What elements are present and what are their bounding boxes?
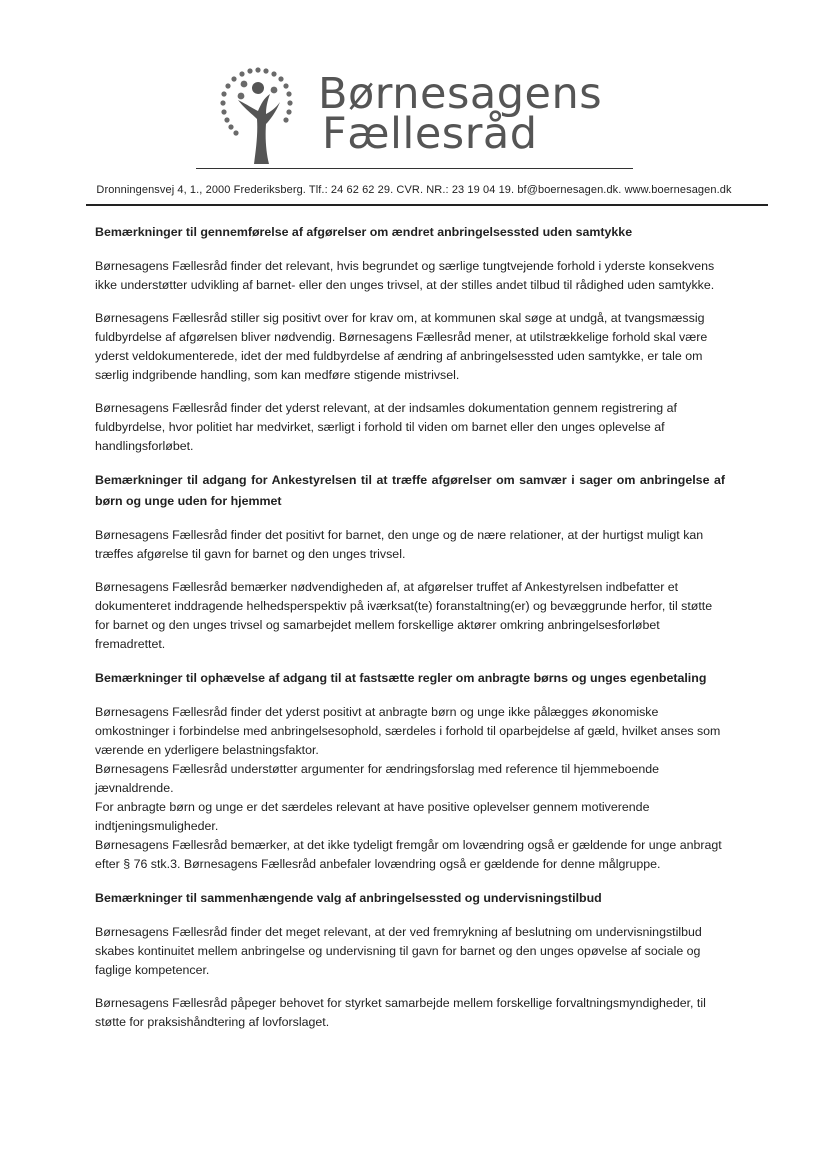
address-line: Dronningensvej 4, 1., 2000 Frederiksberg. Tlf.: 24 62 62 29. CVR. NR.: 23 19 04 19. bf@boernesagen.dk. www.boernesagen.dk [96, 184, 732, 196]
paragraph: Børnesagens Fællesråd finder det positivt for barnet, den unge og de nære relationer, at der hurtigst muligt kan træffes afgørelse til gavn for barnet og den unges trivsel. [95, 528, 704, 561]
paragraph: Børnesagens Fællesråd bemærker, at det ikke tydeligt fremgår om lovændring også er gældende for unge anbragt efter § 76 stk.3. Børnesagens Fællesråd anbefaler lovændring også er gældende for denne målgruppe. [95, 838, 722, 871]
section-heading: Bemærkninger til ophævelse af adgang til at fastsætte regler om anbragte børns og unges egenbetaling [95, 671, 707, 685]
logo-wordmark [318, 69, 603, 159]
section-heading: Bemærkninger til sammenhængende valg af anbringelsessted og undervisningstilbud [95, 891, 602, 905]
paragraph: Børnesagens Fællesråd finder det meget relevant, at der ved fremrykning af beslutning om undervisningstilbud skabes kontinuitet mellem anbringelse og undervisning til gavn for barnet og den unges opøvelse af sociale og faglige kompetencer. [95, 925, 702, 977]
logo-underline [196, 168, 633, 169]
paragraph: Børnesagens Fællesråd understøtter argumenter for ændringsforslag med reference til hjemmeboende jævnaldrende. [95, 762, 660, 795]
paragraph: Børnesagens Fællesråd finder det relevant, hvis begrundet og særlige tungtvejende forhold i yderste konsekvens ikke understøtter udvikling af barnet- eller den unges trivsel, at der stilles andet tilbud til rådighed uden samtykke. [95, 259, 715, 292]
paragraph: Børnesagens Fællesråd finder det yderst relevant, at der indsamles dokumentation gennem registrering af fuldbyrdelse, hvor politiet har medvirket, særligt i forhold til viden om barnet eller den unges oplevelse af handlingsforløbet. [95, 401, 677, 453]
section-heading: Bemærkninger til adgang for Ankestyrelsen til at træffe afgørelser om samvær i sager om anbringelse af børn og unge uden for hjemmet [95, 473, 725, 508]
section-heading: Bemærkninger til gennemførelse af afgørelser om ændret anbringelsessted uden samtykke [95, 225, 633, 239]
logo [214, 60, 634, 170]
paragraph: Børnesagens Fællesråd påpeger behovet for styrket samarbejde mellem forskellige forvaltningsmyndigheder, til støtte for praksishåndtering af lovforslaget. [95, 996, 706, 1029]
paragraph: Børnesagens Fællesråd finder det yderst positivt at anbragte børn og unge ikke pålægges økonomiske omkostninger i forbindelse med anbringelsesophold, særdeles i forhold til oparbejdelse af gæld, hvilket anses som værende en yderligere belastningsfaktor. [95, 705, 721, 757]
paragraph: For anbragte børn og unge er det særdeles relevant at have positive oplevelser gennem motiverende indtjeningsmuligheder. [95, 800, 650, 833]
logo-line-1: Børnesagens [318, 69, 603, 119]
paragraph: Børnesagens Fællesråd bemærker nødvendigheden af, at afgørelser truffet af Ankestyrelsen indbefatter et dokumenteret inddragende helhedsperspektiv på iværksat(te) foranstaltning(er) og bevæggrunde herfor, til støtte for barnet og den unges trivsel og samarbejdet mellem forskellige aktører omkring anbringelsesforløbet fremadrettet. [95, 580, 713, 651]
paragraph: Børnesagens Fællesråd stiller sig positivt over for krav om, at kommunen skal søge at undgå, at tvangsmæssig fuldbyrdelse af afgørelsen bliver nødvendig. Børnesagens Fællesråd mener, at utilstrækkelige forhold skal være yderst veldokumenterede, idet der med fuldbyrdelse af ændring af anbringelsessted uden samtykke, er tale om særlig indgribende handling, som kan medføre stigende mistrivsel. [95, 311, 708, 382]
logo-line-2: Fællesråd [322, 109, 538, 159]
tree-person-logo-icon [214, 64, 306, 168]
document-body [95, 222, 725, 1046]
header-divider [86, 204, 768, 206]
